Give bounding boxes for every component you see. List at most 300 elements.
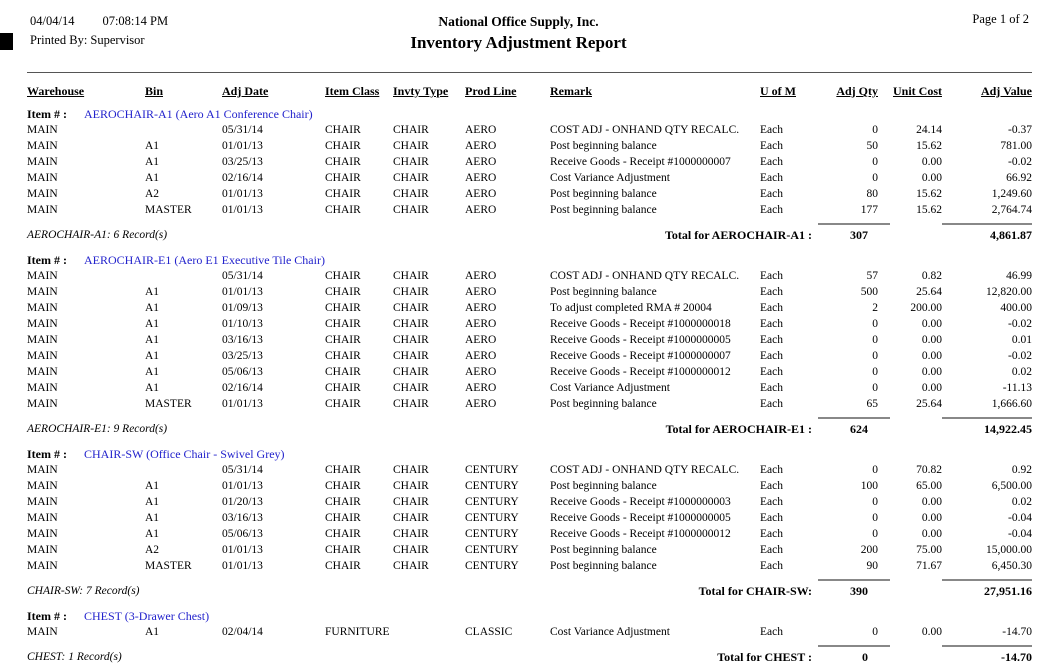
cell-adj-date: 03/16/13: [222, 512, 263, 524]
cell-item-class: CHAIR: [325, 140, 361, 152]
cell-warehouse: MAIN: [27, 528, 58, 540]
cell-uofm: Each: [760, 302, 783, 314]
cell-bin: A1: [145, 302, 160, 314]
cell-remark: Post beginning balance: [550, 544, 657, 556]
item-link[interactable]: CHAIR-SW (Office Chair - Swivel Grey): [84, 447, 285, 461]
cell-uofm: Each: [760, 270, 783, 282]
item-group: [0, 446, 1037, 599]
cell-prod-line: CENTURY: [465, 528, 519, 540]
cell-warehouse: MAIN: [27, 626, 58, 638]
cell-bin: [145, 122, 222, 138]
cell-adj-date: 01/10/13: [222, 318, 263, 330]
item-header-line: [0, 252, 1037, 268]
cell-adj-value: 15,000.00: [986, 544, 1032, 556]
report-titles: [0, 12, 1037, 52]
group-total-row: [0, 417, 1037, 437]
cell-unit-cost: 0.00: [921, 350, 942, 362]
cell-invty-type: CHAIR: [393, 172, 429, 184]
cell-bin: A1: [145, 480, 160, 492]
table-row: [0, 170, 1037, 186]
table-row: [0, 202, 1037, 218]
table-row: [0, 624, 1037, 640]
cell-bin: A1: [145, 528, 160, 540]
cell-uofm: Each: [760, 366, 783, 378]
cell-adj-date: 05/31/14: [222, 124, 263, 136]
cell-warehouse: MAIN: [27, 270, 58, 282]
cell-bin: MASTER: [145, 560, 192, 572]
table-row: [0, 462, 1037, 478]
item-group: [0, 106, 1037, 243]
column-header-item-class: Item Class: [325, 84, 380, 98]
cell-invty-type: CHAIR: [393, 270, 429, 282]
column-header-bin: Bin: [145, 84, 164, 98]
cell-item-class: CHAIR: [325, 188, 361, 200]
cell-adj-qty: 80: [866, 188, 878, 200]
cell-adj-qty: 0: [872, 382, 878, 394]
cell-adj-date: 02/16/14: [222, 172, 263, 184]
header-divider: [27, 72, 1032, 73]
cell-adj-date: 02/04/14: [222, 626, 263, 638]
cell-bin: A1: [145, 140, 160, 152]
cell-adj-value: -0.02: [1008, 156, 1032, 168]
cell-adj-date: 01/01/13: [222, 544, 263, 556]
cell-adj-value: 1,666.60: [991, 398, 1032, 410]
cell-prod-line: AERO: [465, 140, 497, 152]
group-record-count: AEROCHAIR-A1: 6 Record(s): [27, 229, 168, 241]
cell-adj-qty: 0: [872, 334, 878, 346]
cell-prod-line: AERO: [465, 366, 497, 378]
cell-warehouse: MAIN: [27, 480, 58, 492]
table-row: [0, 478, 1037, 494]
cell-prod-line: AERO: [465, 188, 497, 200]
cell-unit-cost: 0.00: [921, 334, 942, 346]
cell-adj-date: 01/01/13: [222, 188, 263, 200]
group-total-value: 14,922.45: [942, 417, 1032, 437]
cell-uofm: Each: [760, 156, 783, 168]
cell-adj-date: 01/01/13: [222, 398, 263, 410]
cell-invty-type: CHAIR: [393, 464, 429, 476]
cell-adj-qty: 0: [872, 366, 878, 378]
cell-remark: Post beginning balance: [550, 204, 657, 216]
cell-adj-value: 781.00: [1000, 140, 1032, 152]
cell-warehouse: MAIN: [27, 350, 58, 362]
cell-adj-value: -14.70: [1002, 626, 1032, 638]
cell-bin: A1: [145, 350, 160, 362]
cell-uofm: Each: [760, 398, 783, 410]
table-row: [0, 332, 1037, 348]
table-row: [0, 348, 1037, 364]
cell-prod-line: AERO: [465, 398, 497, 410]
print-date: 04/04/14: [30, 14, 75, 28]
cell-invty-type: CHAIR: [393, 366, 429, 378]
column-header-uofm: U of M: [760, 84, 796, 98]
table-row: [0, 558, 1037, 574]
cell-uofm: Each: [760, 480, 783, 492]
column-header-invty-type: Invty Type: [393, 84, 449, 98]
cell-remark: Receive Goods - Receipt #1000000005: [550, 512, 731, 524]
cell-adj-value: -0.04: [1008, 528, 1032, 540]
cell-unit-cost: 0.00: [921, 528, 942, 540]
cell-adj-value: 400.00: [1000, 302, 1032, 314]
cell-bin: MASTER: [145, 204, 192, 216]
cell-adj-qty: 2: [872, 302, 878, 314]
cell-uofm: Each: [760, 286, 783, 298]
cell-warehouse: MAIN: [27, 302, 58, 314]
cell-uofm: Each: [760, 204, 783, 216]
cell-unit-cost: 0.00: [921, 318, 942, 330]
group-total-label: Total for AEROCHAIR-A1 :: [664, 228, 812, 242]
cell-uofm: Each: [760, 140, 783, 152]
cell-adj-date: 01/01/13: [222, 204, 263, 216]
cell-prod-line: AERO: [465, 124, 497, 136]
cell-prod-line: CENTURY: [465, 464, 519, 476]
cell-invty-type: CHAIR: [393, 286, 429, 298]
cell-remark: Receive Goods - Receipt #1000000007: [550, 350, 731, 362]
cell-bin: A1: [145, 512, 160, 524]
column-header-prod-line: Prod Line: [465, 84, 517, 98]
cell-item-class: CHAIR: [325, 560, 361, 572]
cell-uofm: Each: [760, 172, 783, 184]
group-record-count: CHAIR-SW: 7 Record(s): [27, 585, 140, 597]
cell-prod-line: CENTURY: [465, 560, 519, 572]
cell-warehouse: MAIN: [27, 496, 58, 508]
cell-uofm: Each: [760, 512, 783, 524]
group-total-qty: 390: [818, 579, 890, 599]
cell-bin: A1: [145, 334, 160, 346]
cell-remark: Post beginning balance: [550, 398, 657, 410]
cell-adj-value: -0.37: [1008, 124, 1032, 136]
cell-remark: Receive Goods - Receipt #1000000007: [550, 156, 731, 168]
cell-adj-value: 0.92: [1011, 464, 1032, 476]
cell-unit-cost: 25.64: [916, 398, 942, 410]
cell-adj-date: 05/31/14: [222, 270, 263, 282]
cell-warehouse: MAIN: [27, 382, 58, 394]
item-number-label: Item # :: [27, 107, 67, 121]
column-header-unit-cost: Unit Cost: [892, 84, 942, 98]
cell-item-class: CHAIR: [325, 350, 361, 362]
cell-prod-line: CENTURY: [465, 512, 519, 524]
cell-item-class: FURNITURE: [325, 626, 390, 638]
print-time: 07:08:14 PM: [102, 14, 169, 28]
cell-invty-type: CHAIR: [393, 334, 429, 346]
cell-item-class: CHAIR: [325, 124, 361, 136]
cell-adj-value: 46.99: [1006, 270, 1032, 282]
item-group: [0, 608, 1037, 665]
item-header-line: [0, 106, 1037, 122]
cell-warehouse: MAIN: [27, 140, 58, 152]
cell-invty-type: CHAIR: [393, 204, 429, 216]
cell-adj-qty: 100: [860, 480, 878, 492]
cell-warehouse: MAIN: [27, 156, 58, 168]
group-total-value: 4,861.87: [942, 223, 1032, 243]
item-link[interactable]: CHEST (3-Drawer Chest): [84, 609, 210, 623]
cell-item-class: CHAIR: [325, 366, 361, 378]
cell-adj-qty: 0: [872, 318, 878, 330]
cell-prod-line: AERO: [465, 350, 497, 362]
cell-prod-line: AERO: [465, 334, 497, 346]
cell-item-class: CHAIR: [325, 528, 361, 540]
group-total-spacer: [890, 645, 942, 665]
table-row: [0, 364, 1037, 380]
item-header-line: [0, 608, 1037, 624]
cell-adj-date: 01/01/13: [222, 560, 263, 572]
cell-unit-cost: 0.00: [921, 626, 942, 638]
cell-adj-date: 01/09/13: [222, 302, 263, 314]
cell-unit-cost: 15.62: [916, 140, 942, 152]
cell-invty-type: [393, 624, 465, 640]
cell-unit-cost: 0.00: [921, 512, 942, 524]
table-row: [0, 138, 1037, 154]
group-total-row: [0, 645, 1037, 665]
cell-uofm: Each: [760, 626, 783, 638]
item-number-label: Item # :: [27, 253, 67, 267]
item-group: [0, 252, 1037, 437]
cell-warehouse: MAIN: [27, 464, 58, 476]
cell-bin: A1: [145, 382, 160, 394]
cell-uofm: Each: [760, 124, 783, 136]
table-row: [0, 186, 1037, 202]
cell-invty-type: CHAIR: [393, 528, 429, 540]
cell-warehouse: MAIN: [27, 124, 58, 136]
cell-adj-value: 6,450.30: [991, 560, 1032, 572]
group-record-count: AEROCHAIR-E1: 9 Record(s): [27, 423, 168, 435]
cell-remark: To adjust completed RMA # 20004: [550, 302, 712, 314]
cell-warehouse: MAIN: [27, 512, 58, 524]
cell-bin: MASTER: [145, 398, 192, 410]
cell-unit-cost: 0.00: [921, 496, 942, 508]
cell-warehouse: MAIN: [27, 188, 58, 200]
cell-invty-type: CHAIR: [393, 560, 429, 572]
cell-invty-type: CHAIR: [393, 350, 429, 362]
cell-unit-cost: 200.00: [910, 302, 942, 314]
group-total-label: Total for AEROCHAIR-E1 :: [665, 422, 812, 436]
cell-unit-cost: 0.00: [921, 172, 942, 184]
group-total-qty: 624: [818, 417, 890, 437]
cell-uofm: Each: [760, 350, 783, 362]
table-row: [0, 380, 1037, 396]
column-header-adj-value: Adj Value: [980, 84, 1032, 98]
cell-bin: A1: [145, 286, 160, 298]
cell-prod-line: AERO: [465, 172, 497, 184]
cell-adj-date: 01/01/13: [222, 286, 263, 298]
cell-remark: Receive Goods - Receipt #1000000005: [550, 334, 731, 346]
group-record-count: CHEST: 1 Record(s): [27, 651, 122, 663]
company-name: National Office Supply, Inc.: [438, 14, 599, 29]
cell-adj-value: 2,764.74: [991, 204, 1032, 216]
report-header: [0, 0, 1037, 62]
item-number-label: Item # :: [27, 609, 67, 623]
cell-adj-value: -11.13: [1002, 382, 1032, 394]
group-total-row: [0, 223, 1037, 243]
cell-remark: Post beginning balance: [550, 480, 657, 492]
cell-invty-type: CHAIR: [393, 124, 429, 136]
cell-remark: Receive Goods - Receipt #1000000012: [550, 528, 731, 540]
cell-adj-value: 12,820.00: [986, 286, 1032, 298]
cell-adj-date: 01/20/13: [222, 496, 263, 508]
cell-prod-line: AERO: [465, 270, 497, 282]
cell-uofm: Each: [760, 528, 783, 540]
cell-prod-line: AERO: [465, 382, 497, 394]
cell-bin: A2: [145, 544, 160, 556]
report-body: [0, 106, 1037, 665]
cell-unit-cost: 70.82: [916, 464, 942, 476]
cell-prod-line: CENTURY: [465, 544, 519, 556]
cell-remark: Receive Goods - Receipt #1000000012: [550, 366, 731, 378]
cell-adj-qty: 0: [872, 156, 878, 168]
table-row: [0, 268, 1037, 284]
cell-invty-type: CHAIR: [393, 496, 429, 508]
cell-unit-cost: 0.00: [921, 382, 942, 394]
cell-invty-type: CHAIR: [393, 188, 429, 200]
table-row: [0, 284, 1037, 300]
cell-invty-type: CHAIR: [393, 512, 429, 524]
cell-adj-date: 01/01/13: [222, 480, 263, 492]
cell-uofm: Each: [760, 464, 783, 476]
cell-bin: [145, 462, 222, 478]
cell-invty-type: CHAIR: [393, 302, 429, 314]
cell-item-class: CHAIR: [325, 286, 361, 298]
cell-adj-date: 03/16/13: [222, 334, 263, 346]
cell-warehouse: MAIN: [27, 544, 58, 556]
group-total-value: 27,951.16: [942, 579, 1032, 599]
cell-adj-qty: 65: [866, 398, 878, 410]
cell-warehouse: MAIN: [27, 204, 58, 216]
cell-adj-value: 0.02: [1011, 366, 1032, 378]
printed-by: Printed By: Supervisor: [30, 33, 145, 47]
cell-unit-cost: 15.62: [916, 204, 942, 216]
cell-adj-qty: 0: [872, 464, 878, 476]
cell-remark: Post beginning balance: [550, 188, 657, 200]
cell-adj-value: -0.02: [1008, 350, 1032, 362]
table-row: [0, 154, 1037, 170]
cell-bin: A1: [145, 626, 160, 638]
cell-adj-qty: 0: [872, 496, 878, 508]
cell-warehouse: MAIN: [27, 334, 58, 346]
cell-adj-value: 6,500.00: [991, 480, 1032, 492]
item-header-line: [0, 446, 1037, 462]
cell-item-class: CHAIR: [325, 512, 361, 524]
cell-warehouse: MAIN: [27, 286, 58, 298]
cell-adj-qty: 90: [866, 560, 878, 572]
cell-bin: A1: [145, 496, 160, 508]
cell-adj-qty: 57: [866, 270, 878, 282]
cell-uofm: Each: [760, 318, 783, 330]
cell-adj-qty: 0: [872, 124, 878, 136]
cell-adj-qty: 0: [872, 528, 878, 540]
item-link[interactable]: AEROCHAIR-E1 (Aero E1 Executive Tile Chair): [84, 253, 325, 267]
cell-adj-qty: 0: [872, 172, 878, 184]
table-row: [0, 300, 1037, 316]
cell-bin: A1: [145, 366, 160, 378]
cell-adj-value: -0.04: [1008, 512, 1032, 524]
cell-adj-date: 05/31/14: [222, 464, 263, 476]
table-row: [0, 316, 1037, 332]
cell-adj-qty: 177: [860, 204, 878, 216]
table-row: [0, 396, 1037, 412]
cell-remark: Receive Goods - Receipt #1000000018: [550, 318, 731, 330]
cell-adj-value: 0.02: [1011, 496, 1032, 508]
cell-item-class: CHAIR: [325, 464, 361, 476]
cell-adj-qty: 50: [866, 140, 878, 152]
cell-adj-value: -0.02: [1008, 318, 1032, 330]
cell-item-class: CHAIR: [325, 398, 361, 410]
cell-item-class: CHAIR: [325, 318, 361, 330]
table-row: [0, 510, 1037, 526]
cell-invty-type: CHAIR: [393, 544, 429, 556]
cell-uofm: Each: [760, 560, 783, 572]
cell-remark: COST ADJ - ONHAND QTY RECALC.: [550, 124, 740, 136]
column-header-adj-date: Adj Date: [222, 84, 269, 98]
cell-bin: A1: [145, 318, 160, 330]
cell-warehouse: MAIN: [27, 398, 58, 410]
group-total-label: Total for CHEST :: [717, 650, 812, 664]
cell-adj-value: 0.01: [1011, 334, 1032, 346]
cell-item-class: CHAIR: [325, 302, 361, 314]
group-total-spacer: [890, 579, 942, 599]
item-number-label: Item # :: [27, 447, 67, 461]
cell-item-class: CHAIR: [325, 544, 361, 556]
cell-item-class: CHAIR: [325, 334, 361, 346]
cell-remark: Cost Variance Adjustment: [550, 626, 670, 638]
cell-unit-cost: 0.82: [921, 270, 942, 282]
cell-remark: Post beginning balance: [550, 560, 657, 572]
cell-uofm: Each: [760, 334, 783, 346]
cell-unit-cost: 0.00: [921, 366, 942, 378]
cell-warehouse: MAIN: [27, 560, 58, 572]
column-header-row: [0, 83, 1037, 99]
group-total-qty: 0: [818, 645, 890, 665]
cell-remark: Post beginning balance: [550, 140, 657, 152]
group-total-value: -14.70: [942, 645, 1032, 665]
cell-bin: A1: [145, 156, 160, 168]
cell-item-class: CHAIR: [325, 204, 361, 216]
cell-unit-cost: 25.64: [916, 286, 942, 298]
cell-prod-line: CENTURY: [465, 496, 519, 508]
column-header-remark: Remark: [550, 84, 592, 98]
cell-uofm: Each: [760, 382, 783, 394]
cell-remark: Cost Variance Adjustment: [550, 172, 670, 184]
page-indicator: Page 1 of 2: [972, 12, 1029, 26]
cell-prod-line: CLASSIC: [465, 626, 513, 638]
cell-prod-line: AERO: [465, 302, 497, 314]
cell-warehouse: MAIN: [27, 366, 58, 378]
cell-prod-line: AERO: [465, 318, 497, 330]
cell-invty-type: CHAIR: [393, 318, 429, 330]
cell-remark: COST ADJ - ONHAND QTY RECALC.: [550, 270, 740, 282]
cell-adj-date: 03/25/13: [222, 350, 263, 362]
table-row: [0, 542, 1037, 558]
cell-adj-value: 1,249.60: [991, 188, 1032, 200]
group-total-spacer: [890, 417, 942, 437]
cell-item-class: CHAIR: [325, 156, 361, 168]
cell-unit-cost: 24.14: [916, 124, 942, 136]
cell-unit-cost: 0.00: [921, 156, 942, 168]
cell-remark: Post beginning balance: [550, 286, 657, 298]
cell-adj-qty: 500: [860, 286, 878, 298]
cell-adj-qty: 0: [872, 626, 878, 638]
item-link[interactable]: AEROCHAIR-A1 (Aero A1 Conference Chair): [84, 107, 313, 121]
cell-warehouse: MAIN: [27, 172, 58, 184]
cell-remark: Cost Variance Adjustment: [550, 382, 670, 394]
group-total-row: [0, 579, 1037, 599]
cell-uofm: Each: [760, 544, 783, 556]
cell-bin: A1: [145, 172, 160, 184]
table-row: [0, 526, 1037, 542]
cell-uofm: Each: [760, 188, 783, 200]
cell-item-class: CHAIR: [325, 480, 361, 492]
cell-adj-qty: 200: [860, 544, 878, 556]
cell-unit-cost: 75.00: [916, 544, 942, 556]
